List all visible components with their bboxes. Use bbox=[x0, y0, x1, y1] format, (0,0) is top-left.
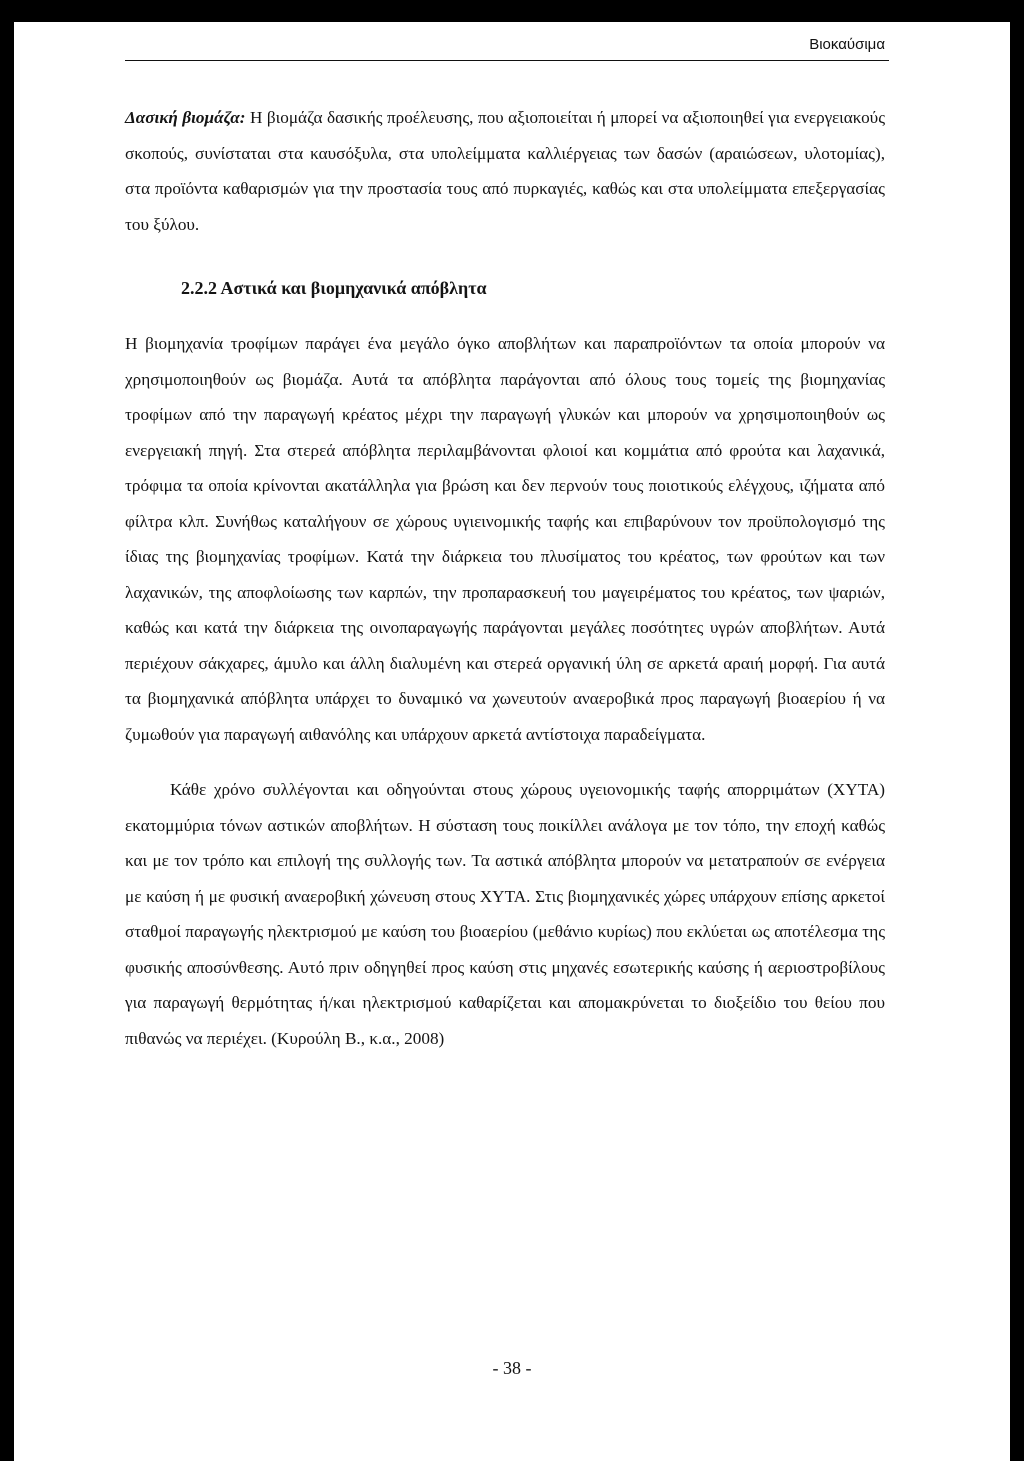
forest-biomass-text: Η βιομάζα δασικής προέλευσης, που αξιοποιείται ή μπορεί να αξιοποιηθεί για ενεργειακούς σκοπούς, συνίσταται στα καυσόξυλα, στα υπολείμματα καλλιέργειας των δασών (αραιώσεων, υλοτομίας), στα προϊόντα καθαρισμών για την προστασία τους από πυρκαγιές, καθώς και στα υπολείμματα επεξεργασίας του ξύλου. bbox=[125, 108, 885, 234]
document-page bbox=[14, 22, 1010, 1461]
body-text bbox=[125, 100, 885, 1056]
municipal-waste-paragraph: Κάθε χρόνο συλλέγονται και οδηγούνται στους χώρους υγειονομικής ταφής απορριμάτων (ΧΥΤΑ) εκατομμύρια τόνων αστικών αποβλήτων. Η σύσταση τους ποικίλλει ανάλογα με τον τόπο, την εποχή καθώς και με τον τρόπο και επιλογή της συλλογής των. Τα αστικά απόβλητα μπορούν να μετατραπούν σε ενέργεια με καύση ή με φυσική αναεροβική χώνευση στους ΧΥΤΑ. Στις βιομηχανικές χώρες υπάρχουν επίσης αρκετοί σταθμοί παραγωγής ηλεκτρισμού με καύση του βιοαερίου (μεθάνιο κυρίως) που εκλύεται ως αποτέλεσμα της φυσικής αποσύνθεσης. Αυτό πριν οδηγηθεί προς καύση στις μηχανές εσωτερικής καύσης ή αεριοστροβίλους για παραγωγή θερμότητας ή/και ηλεκτρισμού καθαρίζεται και απομακρύνεται το διοξείδιο του θείου που πιθανώς να περιέχει. (Κυρούλη Β., κ.α., 2008) bbox=[125, 780, 885, 1048]
page-number: - 38 - bbox=[492, 1358, 532, 1378]
section-heading: 2.2.2 Αστικά και βιομηχανικά απόβλητα bbox=[181, 278, 487, 298]
forest-biomass-paragraph bbox=[125, 100, 885, 242]
running-header: Βιοκαύσιμα bbox=[809, 36, 885, 53]
forest-biomass-lead: Δασική βιομάζα: bbox=[125, 108, 246, 127]
industrial-waste-paragraph: Η βιομηχανία τροφίμων παράγει ένα μεγάλο όγκο αποβλήτων και παραπροϊόντων τα οποία μπορούν να χρησιμοποιηθούν ως βιομάζα. Αυτά τα απόβλητα παράγονται από όλους τους τομείς της βιομηχανίας τροφίμων από την παραγωγή κρέατος μέχρι την παραγωγή γλυκών και μπορούν να χρησιμοποιηθούν ως ενεργειακή πηγή. Στα στερεά απόβλητα περιλαμβάνονται φλοιοί και κομμάτια από φρούτα και λαχανικά, τρόφιμα τα οποία κρίνονται ακατάλληλα για βρώση και δεν περνούν τους ποιοτικούς ελέγχους, ιζήματα από φίλτρα κλπ. Συνήθως καταλήγουν σε χώρους υγιεινομικής ταφής και επιβαρύνουν τον προϋπολογισμό της ίδιας της βιομηχανίας τροφίμων. Κατά την διάρκεια του πλυσίματος του κρέατος, των φρούτων και των λαχανικών, της αποφλοίωσης των καρπών, την προπαρασκευή του μαγειρέματος του κρέατος, των ψαριών, καθώς και κατά την διάρκεια της οινοπαραγωγής παράγονται μεγάλες ποσότητες υγρών αποβλήτων. Αυτά περιέχουν σάκχαρες, άμυλο και άλλη διαλυμένη και στερεά οργανική ύλη σε αρκετά αραιή μορφή. Για αυτά τα βιομηχανικά απόβλητα υπάρχει το δυναμικό να χωνευτούν αναεροβικά προς παραγωγή βιοαερίου ή να ζυμωθούν για παραγωγή αιθανόλης και υπάρχουν αρκετά αντίστοιχα παραδείγματα. bbox=[125, 334, 885, 744]
header-divider bbox=[125, 60, 889, 61]
